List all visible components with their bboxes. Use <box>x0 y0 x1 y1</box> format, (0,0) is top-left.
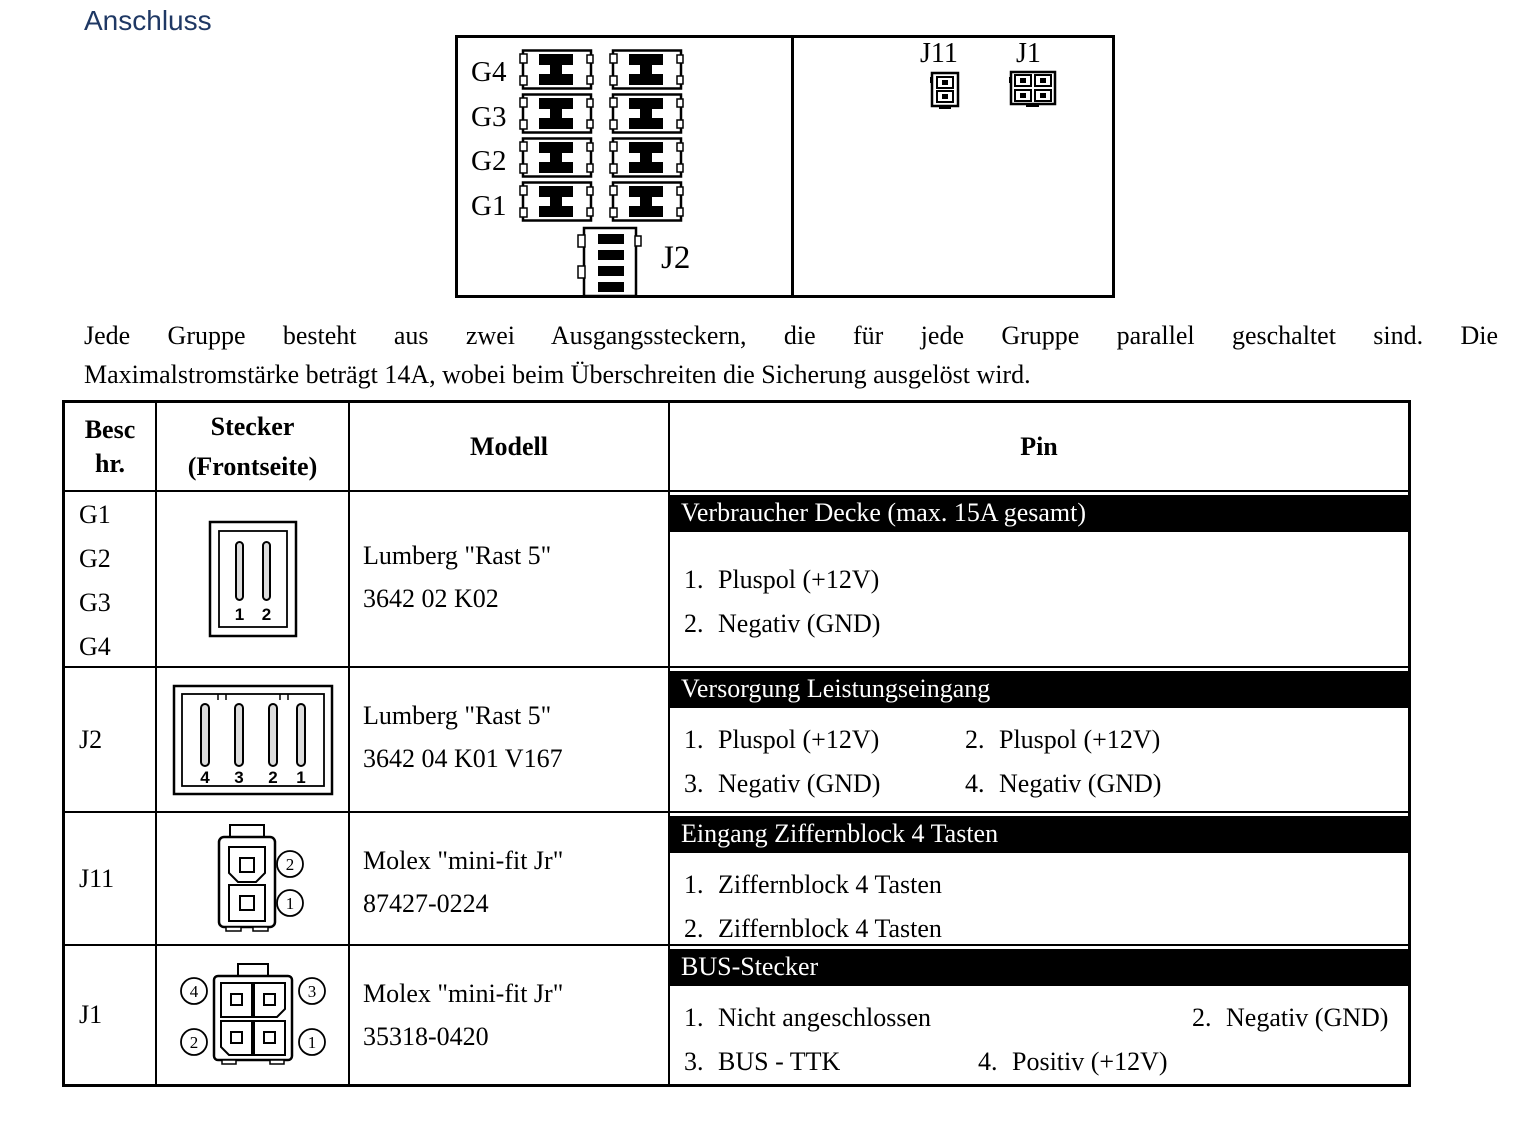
pin-number: 4. <box>978 1047 998 1076</box>
diagram-label-j1: J1 <box>1016 38 1041 69</box>
pin-section-header-j11: Eingang Ziffernblock 4 Tasten <box>670 816 1408 853</box>
pin-number: 1. <box>684 870 704 899</box>
pin-section-header-j2: Versorgung Leistungseingang <box>670 671 1408 708</box>
svg-text:2: 2 <box>261 605 271 624</box>
beschr-j11: J11 <box>79 863 115 893</box>
intro-paragraph <box>84 316 1498 394</box>
pin-text: Negativ (GND) <box>1226 1003 1389 1032</box>
diagram-label-j2: J2 <box>661 240 691 276</box>
pin-number: 1. <box>684 725 704 754</box>
j1-connector-icon <box>1008 69 1057 109</box>
pin-section-header-j1: BUS-Stecker <box>670 949 1408 986</box>
beschr-cell-j11 <box>65 811 155 944</box>
stecker-cell-j2 <box>155 666 348 811</box>
diagram-label-g4: G4 <box>471 56 507 88</box>
stecker-cell-j11 <box>155 811 348 944</box>
header-stecker-line2: (Frontseite) <box>187 451 318 481</box>
svg-text:3: 3 <box>233 767 244 787</box>
modell-g-line1: Lumberg "Rast 5" <box>363 541 552 570</box>
beschr-j2: J2 <box>79 724 103 754</box>
rast5-4pin-front-icon <box>172 684 334 796</box>
modell-j11-line1: Molex "mini-fit Jr" <box>363 846 564 875</box>
svg-text:4: 4 <box>199 767 210 787</box>
diagram-label-g2: G2 <box>471 145 507 177</box>
j2-connector-icon <box>575 226 645 298</box>
beschr-g1: G1 <box>79 500 111 529</box>
pin-line <box>670 558 1408 602</box>
modell-cell-j11 <box>348 811 668 944</box>
pin-number: 3. <box>684 769 704 798</box>
svg-text:2: 2 <box>189 1033 198 1052</box>
pin-text: Pluspol (+12V) <box>999 725 1161 754</box>
diagram-divider <box>791 38 794 295</box>
modell-j2-line1: Lumberg "Rast 5" <box>363 701 552 730</box>
pin-number: 4. <box>965 769 985 798</box>
header-beschr-line2: hr. <box>94 448 126 478</box>
stecker-cell-g <box>155 490 348 666</box>
modell-j2-line2: 3642 04 K01 V167 <box>363 744 563 773</box>
beschr-cell-j2 <box>65 666 155 811</box>
pin-line <box>670 602 1408 646</box>
connector-table <box>62 400 1411 1087</box>
pin-text: Pluspol (+12V) <box>718 565 880 594</box>
pin-line <box>670 863 1408 907</box>
pin-cell-g <box>668 490 1408 666</box>
svg-text:3: 3 <box>307 982 316 1001</box>
header-modell <box>348 403 668 490</box>
pin-number: 2. <box>684 609 704 638</box>
g4-connector-a-icon <box>518 48 596 91</box>
paragraph-line-2: Maximalstromstärke beträgt 14A, wobei beim Überschreiten die Sicherung ausgelöst wird. <box>84 360 1031 389</box>
modell-cell-g <box>348 490 668 666</box>
modell-cell-j2 <box>348 666 668 811</box>
minifit-2pin-front-icon <box>199 823 307 935</box>
g2-connector-a-icon <box>518 136 596 179</box>
g1-connector-b-icon <box>608 180 686 223</box>
pin-cell-j1 <box>668 944 1408 1084</box>
diagram-label-j11: J11 <box>920 38 958 69</box>
pin-text: Negativ (GND) <box>718 769 881 798</box>
beschr-cell-j1 <box>65 944 155 1084</box>
pin-number: 2. <box>684 914 704 943</box>
stecker-cell-j1 <box>155 944 348 1084</box>
g3-connector-a-icon <box>518 92 596 135</box>
header-pin <box>668 403 1408 490</box>
j11-connector-icon <box>928 71 961 111</box>
pin-cell-j11 <box>668 811 1408 944</box>
diagram-label-g1: G1 <box>471 190 507 222</box>
beschr-g3: G3 <box>79 588 111 617</box>
svg-text:2: 2 <box>285 854 294 874</box>
pin-number: 3. <box>684 1047 704 1076</box>
modell-j1-line2: 35318-0420 <box>363 1022 489 1051</box>
pin-number: 1. <box>684 565 704 594</box>
pin-number: 1. <box>684 1003 704 1032</box>
pin-line <box>670 718 1408 762</box>
pin-text: Pluspol (+12V) <box>718 725 880 754</box>
header-pin-label: Pin <box>1020 431 1058 461</box>
modell-g-line2: 3642 02 K02 <box>363 584 499 613</box>
header-beschr-line1: Besc <box>84 414 136 444</box>
pin-text: Negativ (GND) <box>718 609 881 638</box>
diagram-label-g3: G3 <box>471 101 507 133</box>
pin-cell-j2 <box>668 666 1408 811</box>
svg-text:2: 2 <box>267 767 278 787</box>
g2-connector-b-icon <box>608 136 686 179</box>
pin-text: Positiv (+12V) <box>1012 1047 1168 1076</box>
pin-text: Ziffernblock 4 Tasten <box>718 870 942 899</box>
pin-line <box>670 1040 1408 1084</box>
pin-line <box>670 996 1408 1040</box>
header-stecker-line1: Stecker <box>210 411 295 441</box>
g1-connector-a-icon <box>518 180 596 223</box>
modell-j11-line2: 87427-0224 <box>363 889 489 918</box>
pin-section-header-g: Verbraucher Decke (max. 15A gesamt) <box>670 495 1408 532</box>
connector-location-diagram <box>455 35 1115 298</box>
pin-text: Negativ (GND) <box>999 769 1162 798</box>
svg-text:1: 1 <box>295 767 306 787</box>
header-stecker <box>155 403 348 490</box>
svg-text:4: 4 <box>189 982 198 1001</box>
minifit-4pin-front-icon <box>177 961 329 1069</box>
pin-line <box>670 762 1408 806</box>
g3-connector-b-icon <box>608 92 686 135</box>
svg-text:1: 1 <box>234 605 244 624</box>
beschr-g4: G4 <box>79 632 111 661</box>
pin-text: Nicht angeschlossen <box>718 1003 932 1032</box>
beschr-g2: G2 <box>79 544 111 573</box>
pin-number: 2. <box>1192 1003 1212 1032</box>
pin-text: Ziffernblock 4 Tasten <box>718 914 942 943</box>
pin-number: 2. <box>965 725 985 754</box>
modell-j1-line1: Molex "mini-fit Jr" <box>363 979 564 1008</box>
header-modell-label: Modell <box>470 431 548 461</box>
header-beschr <box>65 403 155 490</box>
modell-cell-j1 <box>348 944 668 1084</box>
beschr-cell-g <box>65 490 155 666</box>
svg-text:1: 1 <box>307 1033 316 1052</box>
g4-connector-b-icon <box>608 48 686 91</box>
page-title: Anschluss <box>84 5 212 36</box>
svg-text:1: 1 <box>285 893 294 913</box>
beschr-j1: J1 <box>79 1000 103 1029</box>
rast5-2pin-front-icon <box>208 520 298 638</box>
pin-text: BUS - TTK <box>718 1047 841 1076</box>
paragraph-line-1: Jede Gruppe besteht aus zwei Ausgangssteckern, die für jede Gruppe parallel geschaltet sind. Die <box>84 321 1498 350</box>
